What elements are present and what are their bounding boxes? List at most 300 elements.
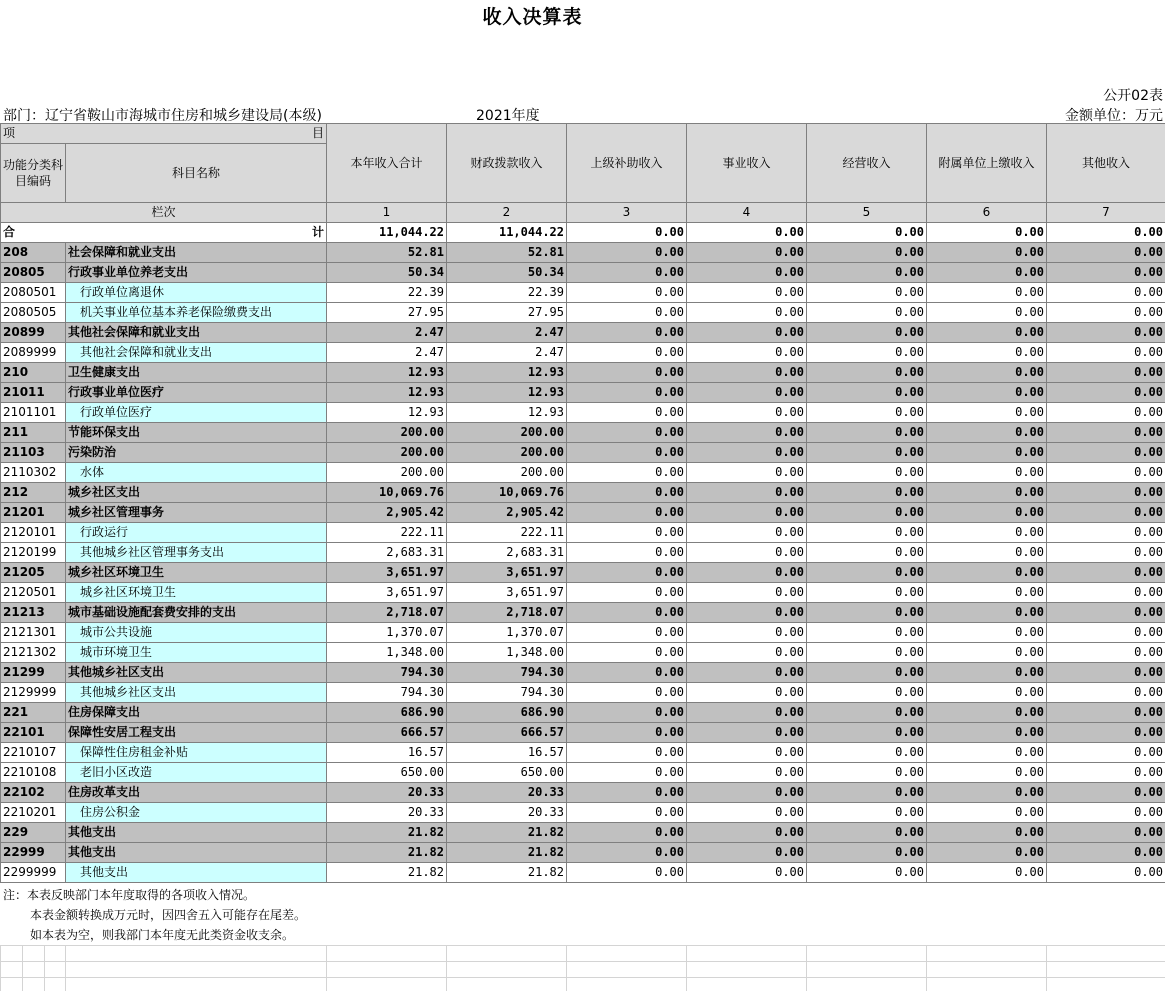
row-code: 2121301 [1, 623, 66, 643]
row-value: 21.82 [327, 823, 447, 843]
row-subject-name: 保障性安居工程支出 [66, 723, 327, 743]
unit-label: 金额单位：万元 [1065, 108, 1163, 124]
row-subject-name: 行政单位医疗 [66, 403, 327, 423]
row-value: 0.00 [687, 343, 807, 363]
note-2: 本表金额转换成万元时，因四舍五入可能存在尾差。 [30, 908, 307, 922]
row-value: 200.00 [327, 443, 447, 463]
row-value: 0.00 [807, 683, 927, 703]
row-value: 0.00 [927, 343, 1047, 363]
row-value: 0.00 [687, 363, 807, 383]
header-col-3: 上级补助收入 [567, 124, 687, 203]
table-row[interactable] [1, 663, 1165, 683]
row-value: 16.57 [327, 743, 447, 763]
row-subject-name: 行政事业单位医疗 [66, 383, 327, 403]
table-row[interactable] [1, 243, 1165, 263]
row-value: 0.00 [927, 843, 1047, 863]
row-value: 0.00 [687, 463, 807, 483]
row-value: 52.81 [327, 243, 447, 263]
row-subject-name: 其他社会保障和就业支出 [66, 343, 327, 363]
row-value: 0.00 [687, 723, 807, 743]
row-value: 0.00 [1047, 483, 1165, 503]
row-value: 794.30 [447, 683, 567, 703]
row-code: 229 [1, 823, 66, 843]
row-value: 0.00 [927, 803, 1047, 823]
row-value: 0.00 [687, 843, 807, 863]
row-value: 3,651.97 [327, 583, 447, 603]
header-func-code: 功能分类科目编码 [1, 144, 66, 203]
row-subject-name: 其他支出 [66, 823, 327, 843]
row-value: 0.00 [687, 683, 807, 703]
row-subject-name: 其他支出 [66, 843, 327, 863]
row-code: 2101101 [1, 403, 66, 423]
row-value: 0.00 [807, 603, 927, 623]
header-col-1: 本年收入合计 [327, 124, 447, 203]
total-value: 0.00 [1047, 223, 1165, 243]
row-value: 0.00 [927, 523, 1047, 543]
row-value: 50.34 [327, 263, 447, 283]
row-value: 0.00 [687, 523, 807, 543]
row-value: 0.00 [687, 383, 807, 403]
row-code: 20899 [1, 323, 66, 343]
row-subject-name: 其他社会保障和就业支出 [66, 323, 327, 343]
total-value: 0.00 [807, 223, 927, 243]
table-row[interactable] [1, 863, 1165, 883]
table-row[interactable] [1, 343, 1165, 363]
row-value: 0.00 [567, 783, 687, 803]
row-value: 0.00 [927, 703, 1047, 723]
row-value: 0.00 [927, 683, 1047, 703]
note-3: 如本表为空，则我部门本年度无此类资金收支余。 [30, 928, 295, 942]
row-value: 12.93 [327, 403, 447, 423]
income-table [0, 123, 1165, 883]
note-1: 注：本表反映部门本年度取得的各项收入情况。 [3, 888, 256, 902]
row-value: 22.39 [447, 283, 567, 303]
header-col-7: 其他收入 [1047, 124, 1165, 203]
row-value: 0.00 [927, 863, 1047, 883]
total-value: 0.00 [687, 223, 807, 243]
table-row[interactable] [1, 723, 1165, 743]
row-subject-name: 城乡社区管理事务 [66, 503, 327, 523]
table-row[interactable] [1, 403, 1165, 423]
row-value: 0.00 [927, 623, 1047, 643]
row-value: 0.00 [807, 363, 927, 383]
row-value: 0.00 [807, 843, 927, 863]
row-value: 0.00 [567, 663, 687, 683]
row-value: 1,348.00 [327, 643, 447, 663]
row-value: 0.00 [927, 323, 1047, 343]
row-value: 0.00 [927, 823, 1047, 843]
row-subject-name: 行政单位离退休 [66, 283, 327, 303]
row-value: 0.00 [567, 463, 687, 483]
row-value: 222.11 [447, 523, 567, 543]
year-label: 2021年度 [476, 108, 540, 124]
row-value: 0.00 [807, 763, 927, 783]
total-value: 11,044.22 [447, 223, 567, 243]
row-value: 0.00 [807, 263, 927, 283]
row-value: 20.33 [447, 783, 567, 803]
row-value: 0.00 [567, 283, 687, 303]
table-row[interactable] [1, 423, 1165, 443]
row-value: 0.00 [1047, 803, 1165, 823]
total-label: 合 计 [1, 223, 327, 243]
row-value: 0.00 [567, 623, 687, 643]
grid-line [44, 945, 45, 991]
row-value: 21.82 [447, 823, 567, 843]
row-value: 0.00 [927, 563, 1047, 583]
row-subject-name: 城市基础设施配套费安排的支出 [66, 603, 327, 623]
table-row[interactable] [1, 563, 1165, 583]
table-row[interactable] [1, 583, 1165, 603]
row-value: 0.00 [1047, 723, 1165, 743]
row-value: 1,348.00 [447, 643, 567, 663]
row-value: 0.00 [1047, 363, 1165, 383]
row-value: 0.00 [687, 323, 807, 343]
row-code: 2210201 [1, 803, 66, 823]
row-value: 0.00 [927, 423, 1047, 443]
row-value: 0.00 [687, 623, 807, 643]
row-value: 0.00 [1047, 783, 1165, 803]
table-row[interactable] [1, 443, 1165, 463]
row-subject-name: 城市环境卫生 [66, 643, 327, 663]
total-value: 11,044.22 [327, 223, 447, 243]
row-value: 0.00 [807, 423, 927, 443]
row-value: 0.00 [807, 283, 927, 303]
row-value: 0.00 [687, 803, 807, 823]
header-col-5: 经营收入 [807, 124, 927, 203]
row-value: 0.00 [687, 763, 807, 783]
row-value: 0.00 [807, 523, 927, 543]
row-subject-name: 节能环保支出 [66, 423, 327, 443]
row-value: 0.00 [687, 543, 807, 563]
row-value: 0.00 [1047, 383, 1165, 403]
row-value: 0.00 [567, 403, 687, 423]
row-value: 21.82 [327, 863, 447, 883]
row-subject-name: 城市公共设施 [66, 623, 327, 643]
col-number-6: 6 [927, 203, 1047, 223]
row-code: 21011 [1, 383, 66, 403]
row-value: 0.00 [567, 303, 687, 323]
row-value: 2,905.42 [327, 503, 447, 523]
table-row[interactable] [1, 463, 1165, 483]
header-mu: 目 [311, 126, 324, 140]
row-value: 0.00 [1047, 283, 1165, 303]
row-value: 3,651.97 [447, 563, 567, 583]
row-value: 0.00 [567, 363, 687, 383]
row-code: 22999 [1, 843, 66, 863]
table-row[interactable] [1, 643, 1165, 663]
row-subject-name: 城乡社区支出 [66, 483, 327, 503]
row-value: 0.00 [567, 703, 687, 723]
row-value: 0.00 [567, 383, 687, 403]
row-code: 22101 [1, 723, 66, 743]
row-value: 0.00 [927, 243, 1047, 263]
row-value: 0.00 [687, 283, 807, 303]
table-row[interactable] [1, 683, 1165, 703]
row-value: 0.00 [1047, 823, 1165, 843]
row-value: 50.34 [447, 263, 567, 283]
row-value: 0.00 [927, 783, 1047, 803]
row-value: 0.00 [807, 563, 927, 583]
row-value: 0.00 [567, 603, 687, 623]
row-value: 0.00 [567, 563, 687, 583]
row-value: 0.00 [807, 543, 927, 563]
grid-line [806, 945, 807, 991]
row-value: 666.57 [447, 723, 567, 743]
row-value: 0.00 [1047, 343, 1165, 363]
row-value: 0.00 [927, 443, 1047, 463]
row-value: 0.00 [1047, 703, 1165, 723]
row-value: 0.00 [927, 763, 1047, 783]
row-value: 2,718.07 [447, 603, 567, 623]
table-row[interactable] [1, 763, 1165, 783]
row-code: 2121302 [1, 643, 66, 663]
row-value: 0.00 [1047, 523, 1165, 543]
row-value: 0.00 [567, 483, 687, 503]
row-value: 0.00 [927, 483, 1047, 503]
row-subject-name: 污染防治 [66, 443, 327, 463]
row-value: 0.00 [567, 263, 687, 283]
row-value: 0.00 [1047, 623, 1165, 643]
row-value: 0.00 [807, 583, 927, 603]
row-value: 0.00 [1047, 503, 1165, 523]
row-value: 0.00 [807, 443, 927, 463]
row-value: 0.00 [1047, 863, 1165, 883]
table-row[interactable] [1, 363, 1165, 383]
row-value: 794.30 [327, 683, 447, 703]
row-value: 0.00 [807, 403, 927, 423]
header-xiang: 项 [3, 126, 16, 140]
row-value: 12.93 [447, 403, 567, 423]
empty-sheet-grid [0, 945, 1165, 991]
header-col-2: 财政拨款收入 [447, 124, 567, 203]
row-subject-name: 其他城乡社区管理事务支出 [66, 543, 327, 563]
row-value: 2.47 [327, 323, 447, 343]
row-value: 0.00 [1047, 303, 1165, 323]
grid-line [22, 945, 23, 991]
row-subject-name: 行政运行 [66, 523, 327, 543]
table-row[interactable] [1, 823, 1165, 843]
page-title: 收入决算表 [482, 6, 583, 28]
row-value: 0.00 [807, 383, 927, 403]
row-value: 0.00 [1047, 763, 1165, 783]
row-value: 0.00 [807, 703, 927, 723]
row-value: 0.00 [1047, 683, 1165, 703]
row-value: 0.00 [687, 243, 807, 263]
row-value: 0.00 [567, 823, 687, 843]
row-value: 20.33 [447, 803, 567, 823]
row-value: 12.93 [327, 363, 447, 383]
grid-line [446, 945, 447, 991]
row-value: 0.00 [1047, 603, 1165, 623]
row-value: 0.00 [567, 743, 687, 763]
row-value: 0.00 [567, 723, 687, 743]
table-row[interactable] [1, 323, 1165, 343]
total-value: 0.00 [927, 223, 1047, 243]
row-value: 0.00 [807, 783, 927, 803]
row-value: 0.00 [807, 343, 927, 363]
row-code: 2210108 [1, 763, 66, 783]
row-subject-name: 住房公积金 [66, 803, 327, 823]
grid-line [926, 945, 927, 991]
row-value: 0.00 [807, 803, 927, 823]
row-code: 21299 [1, 663, 66, 683]
row-value: 650.00 [447, 763, 567, 783]
table-row[interactable] [1, 743, 1165, 763]
row-code: 2089999 [1, 343, 66, 363]
department-label: 部门：辽宁省鞍山市海城市住房和城乡建设局(本级) [3, 108, 322, 124]
table-row[interactable] [1, 783, 1165, 803]
row-subject-name: 城乡社区环境卫生 [66, 583, 327, 603]
row-value: 0.00 [687, 703, 807, 723]
row-subject-name: 社会保障和就业支出 [66, 243, 327, 263]
row-value: 0.00 [807, 623, 927, 643]
row-value: 0.00 [1047, 743, 1165, 763]
header-col-6: 附属单位上缴收入 [927, 124, 1047, 203]
row-value: 0.00 [927, 643, 1047, 663]
row-value: 0.00 [687, 303, 807, 323]
row-value: 0.00 [927, 603, 1047, 623]
col-number-7: 7 [1047, 203, 1165, 223]
row-value: 0.00 [687, 823, 807, 843]
row-code: 208 [1, 243, 66, 263]
row-code: 2080505 [1, 303, 66, 323]
row-value: 0.00 [567, 683, 687, 703]
row-value: 650.00 [327, 763, 447, 783]
row-value: 0.00 [927, 583, 1047, 603]
row-code: 2120101 [1, 523, 66, 543]
row-value: 0.00 [687, 483, 807, 503]
table-row[interactable] [1, 303, 1165, 323]
table-row[interactable] [1, 803, 1165, 823]
row-value: 20.33 [327, 803, 447, 823]
row-value: 2,683.31 [447, 543, 567, 563]
row-value: 0.00 [567, 443, 687, 463]
row-code: 2129999 [1, 683, 66, 703]
row-code: 221 [1, 703, 66, 723]
row-value: 0.00 [1047, 843, 1165, 863]
table-row[interactable] [1, 263, 1165, 283]
row-value: 0.00 [927, 663, 1047, 683]
row-value: 0.00 [687, 783, 807, 803]
row-subject-name: 行政事业单位养老支出 [66, 263, 327, 283]
row-value: 0.00 [687, 583, 807, 603]
row-value: 0.00 [687, 743, 807, 763]
row-value: 12.93 [447, 383, 567, 403]
col-number-3: 3 [567, 203, 687, 223]
row-value: 0.00 [807, 323, 927, 343]
row-subject-name: 城乡社区环境卫生 [66, 563, 327, 583]
header-col-4: 事业收入 [687, 124, 807, 203]
row-value: 0.00 [567, 523, 687, 543]
row-value: 0.00 [687, 503, 807, 523]
row-value: 0.00 [687, 563, 807, 583]
table-row[interactable] [1, 543, 1165, 563]
row-value: 0.00 [567, 843, 687, 863]
row-value: 0.00 [687, 403, 807, 423]
row-value: 0.00 [567, 763, 687, 783]
row-value: 0.00 [687, 423, 807, 443]
row-value: 12.93 [327, 383, 447, 403]
row-value: 222.11 [327, 523, 447, 543]
row-code: 211 [1, 423, 66, 443]
row-value: 0.00 [567, 343, 687, 363]
row-code: 21201 [1, 503, 66, 523]
table-row[interactable] [1, 283, 1165, 303]
table-row[interactable] [1, 383, 1165, 403]
row-value: 0.00 [1047, 403, 1165, 423]
row-value: 0.00 [1047, 663, 1165, 683]
row-code: 210 [1, 363, 66, 383]
table-row[interactable] [1, 623, 1165, 643]
row-code: 2120199 [1, 543, 66, 563]
row-value: 200.00 [447, 423, 567, 443]
row-value: 0.00 [807, 303, 927, 323]
row-value: 16.57 [447, 743, 567, 763]
row-value: 0.00 [927, 383, 1047, 403]
row-value: 0.00 [927, 303, 1047, 323]
row-value: 0.00 [567, 583, 687, 603]
row-code: 2299999 [1, 863, 66, 883]
row-value: 0.00 [1047, 543, 1165, 563]
table-row[interactable] [1, 483, 1165, 503]
row-value: 0.00 [687, 263, 807, 283]
row-value: 0.00 [567, 803, 687, 823]
row-value: 686.90 [327, 703, 447, 723]
row-value: 0.00 [567, 863, 687, 883]
row-value: 0.00 [927, 743, 1047, 763]
row-value: 3,651.97 [447, 583, 567, 603]
row-value: 0.00 [807, 823, 927, 843]
row-value: 0.00 [687, 603, 807, 623]
grid-line [0, 945, 1, 991]
grid-line [686, 945, 687, 991]
row-code: 2120501 [1, 583, 66, 603]
col-number-5: 5 [807, 203, 927, 223]
table-row[interactable] [1, 603, 1165, 623]
row-subject-name: 住房改革支出 [66, 783, 327, 803]
table-row[interactable] [1, 843, 1165, 863]
row-value: 0.00 [1047, 563, 1165, 583]
row-code: 212 [1, 483, 66, 503]
row-value: 0.00 [807, 243, 927, 263]
notes [3, 885, 306, 945]
row-value: 0.00 [567, 323, 687, 343]
row-value: 27.95 [327, 303, 447, 323]
row-value: 21.82 [447, 843, 567, 863]
row-value: 0.00 [687, 443, 807, 463]
row-value: 0.00 [807, 663, 927, 683]
table-row[interactable] [1, 503, 1165, 523]
row-value: 794.30 [447, 663, 567, 683]
row-value: 0.00 [927, 283, 1047, 303]
row-code: 21103 [1, 443, 66, 463]
table-row[interactable] [1, 523, 1165, 543]
row-value: 0.00 [1047, 583, 1165, 603]
row-value: 0.00 [1047, 423, 1165, 443]
row-value: 0.00 [927, 403, 1047, 423]
header-lanci: 栏次 [1, 203, 327, 223]
row-code: 2110302 [1, 463, 66, 483]
grid-line [1046, 945, 1047, 991]
row-value: 10,069.76 [447, 483, 567, 503]
col-number-4: 4 [687, 203, 807, 223]
row-value: 20.33 [327, 783, 447, 803]
col-number-1: 1 [327, 203, 447, 223]
col-number-2: 2 [447, 203, 567, 223]
table-row[interactable] [1, 703, 1165, 723]
header-xiang-mu-cell [1, 124, 327, 144]
total-row[interactable] [1, 223, 1165, 243]
